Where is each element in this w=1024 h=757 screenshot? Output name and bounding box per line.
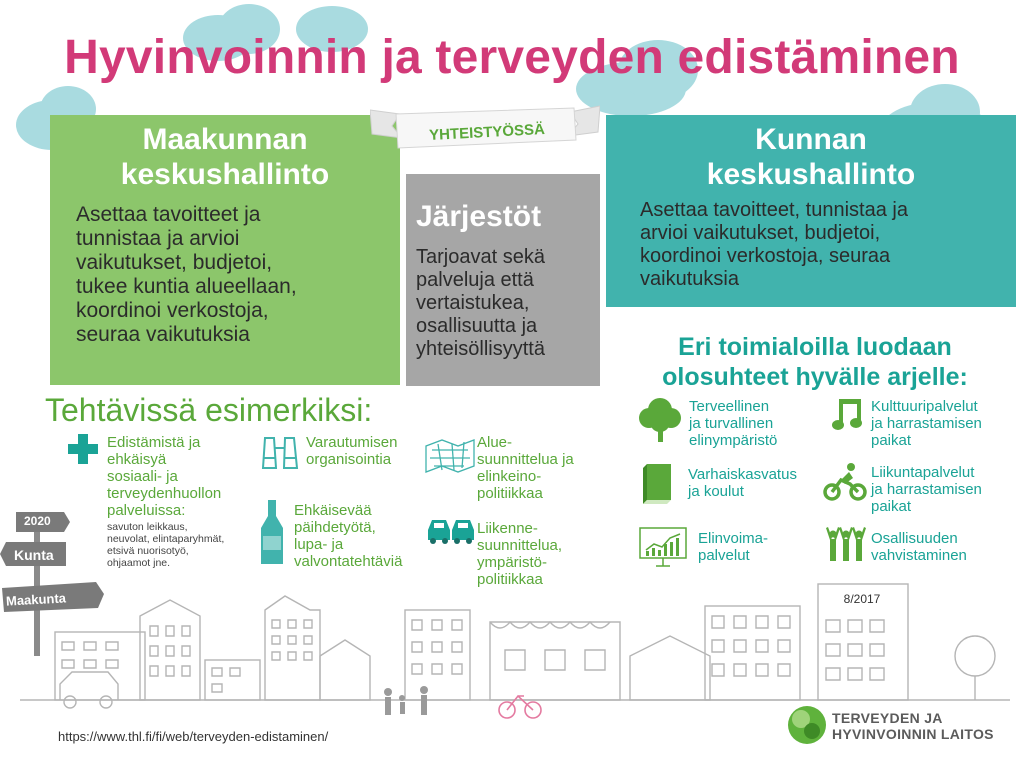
sector-text-culture — [871, 398, 982, 449]
thl-logo-icon — [786, 704, 828, 746]
sector-text-vitality — [698, 530, 768, 564]
tree-icon — [638, 396, 682, 442]
sector-line: Varhaiskasvatus — [688, 466, 797, 483]
maakunta-body-line: seuraa vaikutuksia — [76, 323, 250, 346]
example-line: Ehkäisevää — [294, 502, 372, 519]
binoculars-icon — [261, 432, 299, 472]
signpost-year: 2020 — [24, 514, 51, 528]
date-sign: 8/2017 — [843, 592, 881, 606]
sector-line: Terveellinen — [689, 398, 770, 415]
example-line: Edistämistä ja — [107, 434, 201, 451]
logo-line: TERVEYDEN JA — [832, 710, 943, 726]
example-line: terveydenhuollon — [107, 485, 222, 502]
maakunta-body-line: tunnistaa ja arvioi — [76, 227, 240, 250]
sector-line: ja harrastamisen — [871, 415, 982, 432]
example-line: ympäristö- — [477, 554, 548, 571]
sectors-title — [625, 332, 1005, 392]
maakunta-heading-line: Maakunnan — [142, 123, 308, 156]
sector-text-sports — [871, 464, 982, 515]
cityscape-illustration — [0, 560, 1024, 730]
signpost-maakunta: Maakunta — [5, 590, 67, 609]
page-title: Hyvinvoinnin ja terveyden edistäminen — [64, 31, 960, 84]
jarjestot-body-line: palveluja että — [416, 269, 534, 291]
example-text-health — [107, 434, 221, 519]
kunta-body-line: Asettaa tavoitteet, tunnistaa ja — [640, 199, 908, 221]
music-note-icon — [831, 397, 863, 431]
bottle-icon — [259, 500, 285, 566]
sectors-title-line: olosuhteet hyvälle arjelle: — [662, 363, 968, 391]
book-icon — [641, 464, 673, 504]
example-line: päihdetyötä, — [294, 519, 376, 536]
source-url[interactable]: https://www.thl.fi/fi/web/terveyden-edistaminen/ — [58, 729, 329, 744]
jarjestot-body-line: vertaistukea, — [416, 292, 530, 314]
example-line: valvontatehtäviä — [294, 553, 403, 570]
maakunta-body-line: Asettaa tavoitteet ja — [76, 203, 261, 226]
sector-line: vahvistaminen — [871, 547, 967, 564]
example-line: politiikkaa — [477, 485, 543, 502]
maakunta-body-line: tukee kuntia alueellaan, — [76, 275, 297, 298]
sector-line: Osallisuuden — [871, 530, 958, 547]
signpost-illustration — [0, 506, 110, 656]
kunta-heading-line: Kunnan — [755, 123, 867, 156]
maakunta-body-line: koordinoi verkostoja, — [76, 299, 269, 322]
sector-line: Elinvoima- — [698, 530, 769, 547]
kunta-body-line: vaikutuksia — [640, 268, 739, 290]
example-note-line: savuton leikkaus, — [107, 521, 188, 533]
maakunta-panel — [50, 115, 400, 385]
thl-logo-text — [832, 710, 994, 742]
example-note-line: etsivä nuorisotyö, — [107, 545, 189, 557]
people-icon — [826, 526, 866, 562]
example-line: lupa- ja — [294, 536, 344, 553]
sector-text-participation — [871, 530, 967, 564]
logo-line: HYVINVOINNIN LAITOS — [832, 726, 994, 742]
kunta-panel — [606, 115, 1016, 307]
sector-line: ja harrastamisen — [871, 481, 982, 498]
sector-text-environment — [689, 398, 777, 449]
jarjestot-body-line: yhteisöllisyyttä — [416, 338, 545, 360]
sector-text-education — [688, 466, 797, 500]
example-line: politiikkaa — [477, 571, 543, 588]
example-line: ehkäisyä — [107, 451, 167, 468]
example-line: Alue- — [477, 434, 513, 451]
ribbon-text: YHTEISTYÖSSÄ — [428, 120, 546, 145]
example-line: Liikenne- — [477, 520, 538, 537]
maakunta-heading-line: keskushallinto — [120, 157, 330, 191]
example-note-line: ohjaamot jne. — [107, 557, 171, 569]
example-line: suunnittelua ja — [477, 451, 574, 468]
kunta-body-line: koordinoi verkostoja, seuraa — [640, 245, 891, 267]
examples-title: Tehtävissä esimerkiksi: — [45, 392, 373, 428]
signpost-kunta: Kunta — [14, 547, 54, 563]
sector-line: ja turvallinen — [689, 415, 774, 432]
example-line: suunnittelua, — [477, 537, 563, 554]
sectors-title-line: Eri toimialoilla luodaan — [678, 333, 952, 361]
sector-line: Liikuntapalvelut — [871, 464, 975, 481]
example-line: sosiaali- ja — [107, 468, 178, 485]
maakunta-body-line: vaikutukset, budjetoi, — [76, 251, 273, 274]
sector-line: elinympäristö — [689, 432, 778, 449]
jarjestot-heading: Järjestöt — [416, 200, 542, 233]
example-line: palveluissa: — [107, 502, 186, 519]
sector-line: paikat — [871, 432, 912, 449]
example-note-line: neuvolat, elintaparyhmät, — [107, 533, 225, 545]
kunta-body-line: arvioi vaikutukset, budjetoi, — [640, 222, 881, 244]
sector-line: Kulttuuripalvelut — [871, 398, 978, 415]
example-line: organisointia — [306, 451, 392, 468]
example-text-zoning — [477, 434, 574, 502]
example-line: Varautumisen — [306, 434, 398, 451]
example-text-preparedness — [306, 434, 397, 468]
sector-line: palvelut — [698, 547, 750, 564]
kunta-heading-line: keskushallinto — [706, 157, 916, 191]
medical-cross-icon — [68, 434, 98, 464]
map-icon — [424, 438, 476, 474]
sector-line: ja koulut — [688, 483, 744, 500]
cars-icon — [426, 516, 476, 546]
example-line: elinkeino- — [477, 468, 542, 485]
sector-line: paikat — [871, 498, 912, 515]
jarjestot-body-line: Tarjoavat sekä — [416, 246, 545, 268]
cyclist-icon — [823, 462, 867, 502]
jarjestot-panel — [406, 174, 600, 386]
jarjestot-body-line: osallisuutta ja — [416, 315, 538, 337]
